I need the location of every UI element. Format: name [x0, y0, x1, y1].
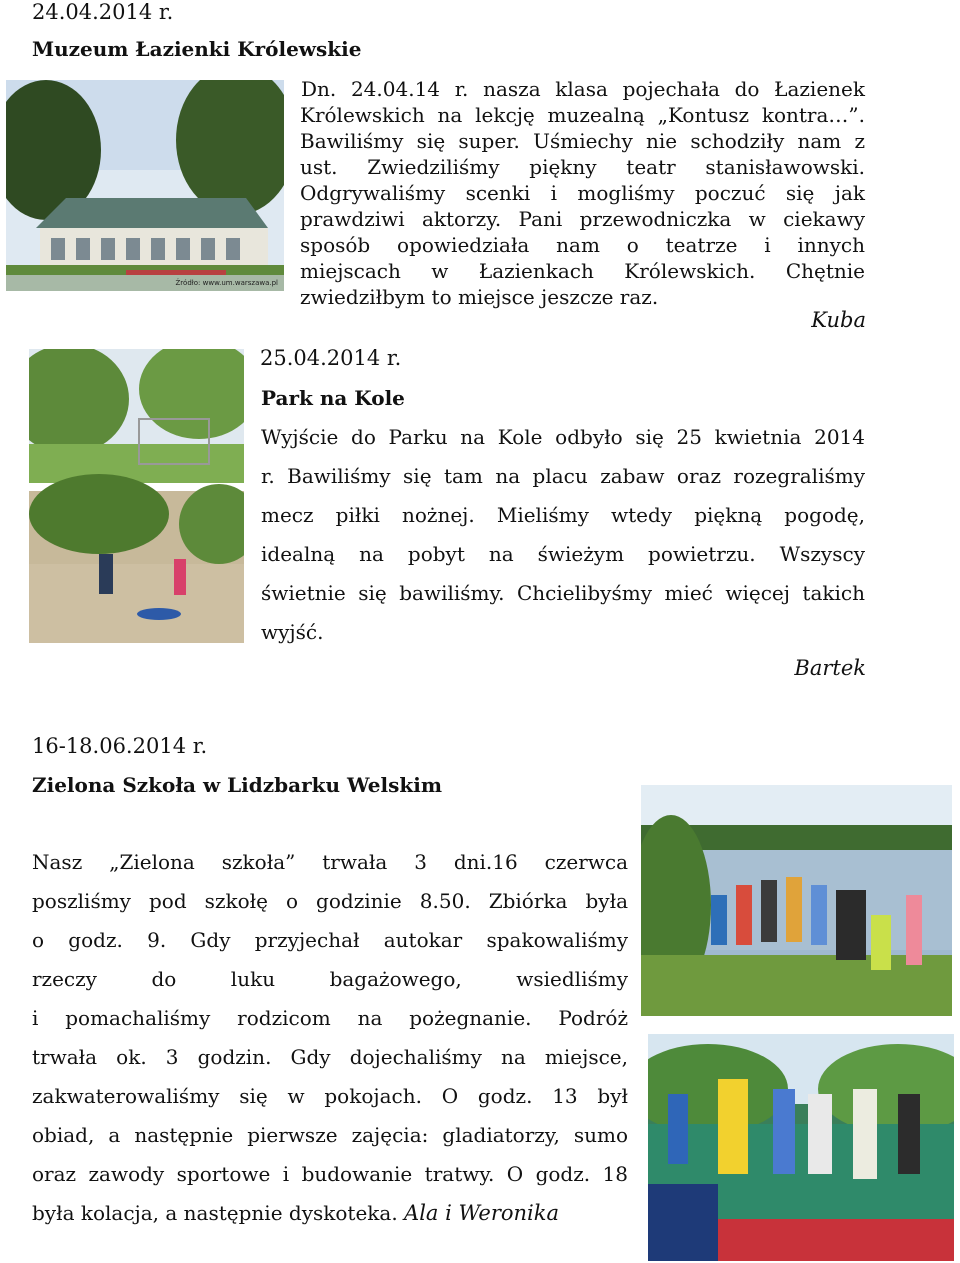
- text-line: [32, 1194, 628, 1233]
- section2-title: Park na Kole: [261, 386, 405, 410]
- section3-date: 16-18.06.2014 r.: [32, 734, 208, 758]
- section1-title: Muzeum Łazienki Królewskie: [32, 37, 362, 61]
- text-line: mecz piłki nożnej. Mieliśmy wtedy piękną pogodę,: [261, 503, 865, 527]
- text-line: oraz zawody sportowe i budowanie tratwy. O godz. 18: [32, 1162, 628, 1186]
- text-line: Dn. 24.04.14 r. nasza klasa pojechała do Łazienek: [301, 77, 865, 101]
- text-line: i pomachaliśmy rodzicom na pożegnanie. Podróż: [32, 1006, 628, 1030]
- text-line: zwiedziłbym to miejsce jeszcze raz.: [300, 285, 659, 309]
- section2-signature: Bartek: [794, 656, 866, 680]
- park-playground-photo: [29, 349, 244, 643]
- section2-date: 25.04.2014 r.: [260, 346, 402, 370]
- text-line: rzeczy do luku bagażowego, wsiedliśmy: [32, 967, 628, 991]
- text-line: trwała ok. 3 godzin. Gdy dojechaliśmy na miejsce,: [32, 1045, 628, 1069]
- section1-text: [300, 76, 865, 310]
- text-line: poszliśmy pod szkołę o godzinie 8.50. Zbiórka była: [32, 889, 628, 913]
- text-line: prawdziwi aktorzy. Pani przewodniczka w ciekawy: [300, 207, 865, 231]
- section1-date: 24.04.2014 r.: [32, 0, 174, 24]
- lake-group-photo: [641, 785, 952, 1016]
- last-line-text: była kolacja, a następnie dyskoteka.: [32, 1201, 398, 1225]
- text-line: miejscach w Łazienkach Królewskich. Chętnie: [300, 259, 865, 283]
- text-line: o godz. 9. Gdy przyjechał autokar spakowaliśmy: [32, 928, 628, 952]
- section3-text: [32, 843, 628, 1233]
- text-line: wyjść.: [261, 620, 324, 644]
- photo-credit: Źródło: www.um.warszawa.pl: [175, 279, 278, 287]
- text-line: Odgrywaliśmy scenki i mogliśmy poczuć się jak: [300, 181, 865, 205]
- text-line: Bawiliśmy się super. Uśmiechy nie schodziły nam z: [300, 129, 865, 153]
- text-line: ust. Zwiedziliśmy piękny teatr stanisławowski.: [300, 155, 865, 179]
- text-line: świetnie się bawiliśmy. Chcielibyśmy mieć więcej takich: [261, 581, 865, 605]
- text-line: Wyjście do Parku na Kole odbyło się 25 kwietnia 2014: [261, 425, 865, 449]
- text-line: obiad, a następnie pierwsze zajęcia: gladiatorzy, sumo: [32, 1123, 628, 1147]
- section3-title: Zielona Szkoła w Lidzbarku Welskim: [32, 773, 442, 797]
- text-line: r. Bawiliśmy się tam na placu zabaw oraz rozegraliśmy: [261, 464, 865, 488]
- text-line: sposób opowiedziała nam o teatrze i innych: [300, 233, 865, 257]
- section1-signature: Kuba: [811, 308, 866, 332]
- text-line: idealną na pobyt na świeżym powietrzu. Wszyscy: [261, 542, 865, 566]
- sports-field-photo: [648, 1034, 954, 1261]
- text-line: Królewskich na lekcję muzealną „Kontusz kontra…”.: [300, 103, 865, 127]
- section3-signature: Ala i Weronika: [404, 1201, 559, 1225]
- text-line: Nasz „Zielona szkoła” trwała 3 dni.16 czerwca: [32, 850, 628, 874]
- section2-text: [261, 418, 865, 652]
- lazienki-palace-photo: [6, 80, 284, 291]
- text-line: zakwaterowaliśmy się w pokojach. O godz. 13 był: [32, 1084, 628, 1108]
